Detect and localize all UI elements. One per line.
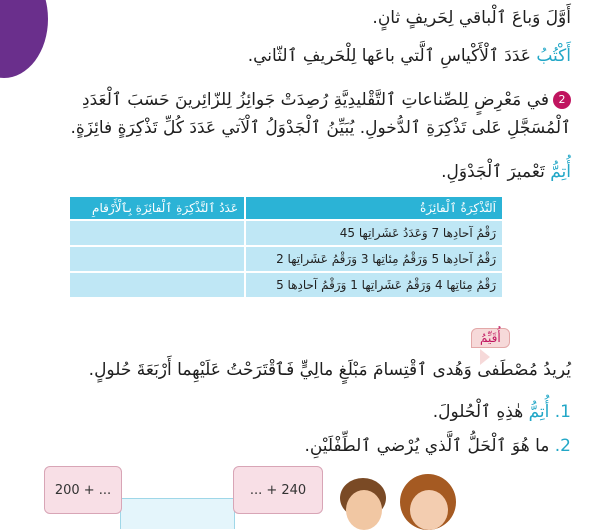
intro-line-1: أَوَّلَ وَباعَ ٱلْباقي لِحَريفٍ ثانٍ. (372, 8, 571, 28)
header-winning-ticket: اَلتَّذْكِرَةُ ٱلْفائِزَةُ (246, 197, 502, 219)
assessment-badge: أُقَيِّمُ (471, 328, 510, 348)
exercise2-line-2: ٱلْمُسَجَّلِ عَلى تَذْكِرَةِ ٱلدُّخولِ. يُبَيِّنُ ٱلْجَدْوَلُ ٱلْآتي عَدَدَ كُلِّ تَذْكِرَةٍ فائِزَةٍ. (70, 118, 571, 138)
assessment-problem: يُريدُ مُصْطَفى وَهُدى ٱقْتِسامَ مَبْلَغٍ مالِيٍّ فَٱقْتَرَحْتُ عَلَيْهِما أَرْبَعَةَ حُلولٍ. (88, 360, 571, 380)
question-2-text: ما هُوَ ٱلْحَلُّ ٱلَّذي يُرْضي ٱلطِّفْلَيْنِ. (304, 436, 550, 456)
write-action-word: أَكْتُبُ (536, 46, 571, 66)
header-ticket-number-digits: عَدَدُ ٱلتَّذْكِرَةِ ٱلْفائِزَةِ بِٱلْأَرْقامِ (70, 197, 244, 219)
table-header-row (70, 197, 502, 219)
question-2-number: 2. (554, 436, 571, 456)
intro-line-2-text: عَدَدَ ٱلْأَكْياسِ ٱلَّتي باعَها لِلْحَريفِ ٱلثّاني. (247, 46, 537, 66)
exercise2-instruction (441, 160, 571, 184)
exercise2-line-1 (82, 88, 571, 112)
ticket-description: رَقْمُ آحادِها 7 وَعَدَدُ عَشَراتِها 45 (246, 221, 502, 245)
prize-ticket-table (68, 195, 504, 299)
intro-line-2 (248, 44, 571, 68)
exercise2-line-1-text: في مَعْرِضٍ لِلصِّناعاتِ ٱلتَّقْليدِيَّةِ رُصِدَتْ جَوائِزُ لِلزّائِرينَ حَسَبَ ٱلْعَدَدِ (82, 90, 549, 110)
solution-box-left: 200 + ... (44, 466, 122, 514)
question-1 (433, 400, 571, 424)
ticket-number-answer-cell[interactable] (70, 221, 244, 245)
question-1-action-word: أُتِمُّ (528, 402, 550, 422)
corner-decoration (0, 0, 48, 78)
ticket-description: رَقْمُ آحادِها 5 وَرَقْمُ مِئاتِها 3 وَرَقْمُ عَشَراتِها 2 (246, 247, 502, 271)
table-row (70, 247, 502, 271)
exercise-number-badge: 2 (553, 91, 571, 109)
girl-face-illustration (410, 490, 448, 530)
solution-box-right: ... + 240 (233, 466, 323, 514)
exercise2-instruction-text: تَعْميرَ ٱلْجَدْوَلِ. (441, 162, 551, 182)
ticket-number-answer-cell[interactable] (70, 247, 244, 271)
table-row (70, 221, 502, 245)
question-2 (304, 434, 571, 458)
boy-face-illustration (346, 490, 382, 530)
ticket-description: رَقْمُ مِئاتِها 4 وَرَقْمُ عَشَراتِها 1 وَرَقْمُ آحادِها 5 (246, 273, 502, 297)
question-1-number: 1. (554, 402, 571, 422)
ticket-number-answer-cell[interactable] (70, 273, 244, 297)
complete-action-word: أُتِمُّ (550, 162, 571, 182)
table-row (70, 273, 502, 297)
split-diagram-connector (120, 498, 235, 529)
question-1-text: هٰذِهِ ٱلْحُلولَ. (432, 402, 529, 422)
